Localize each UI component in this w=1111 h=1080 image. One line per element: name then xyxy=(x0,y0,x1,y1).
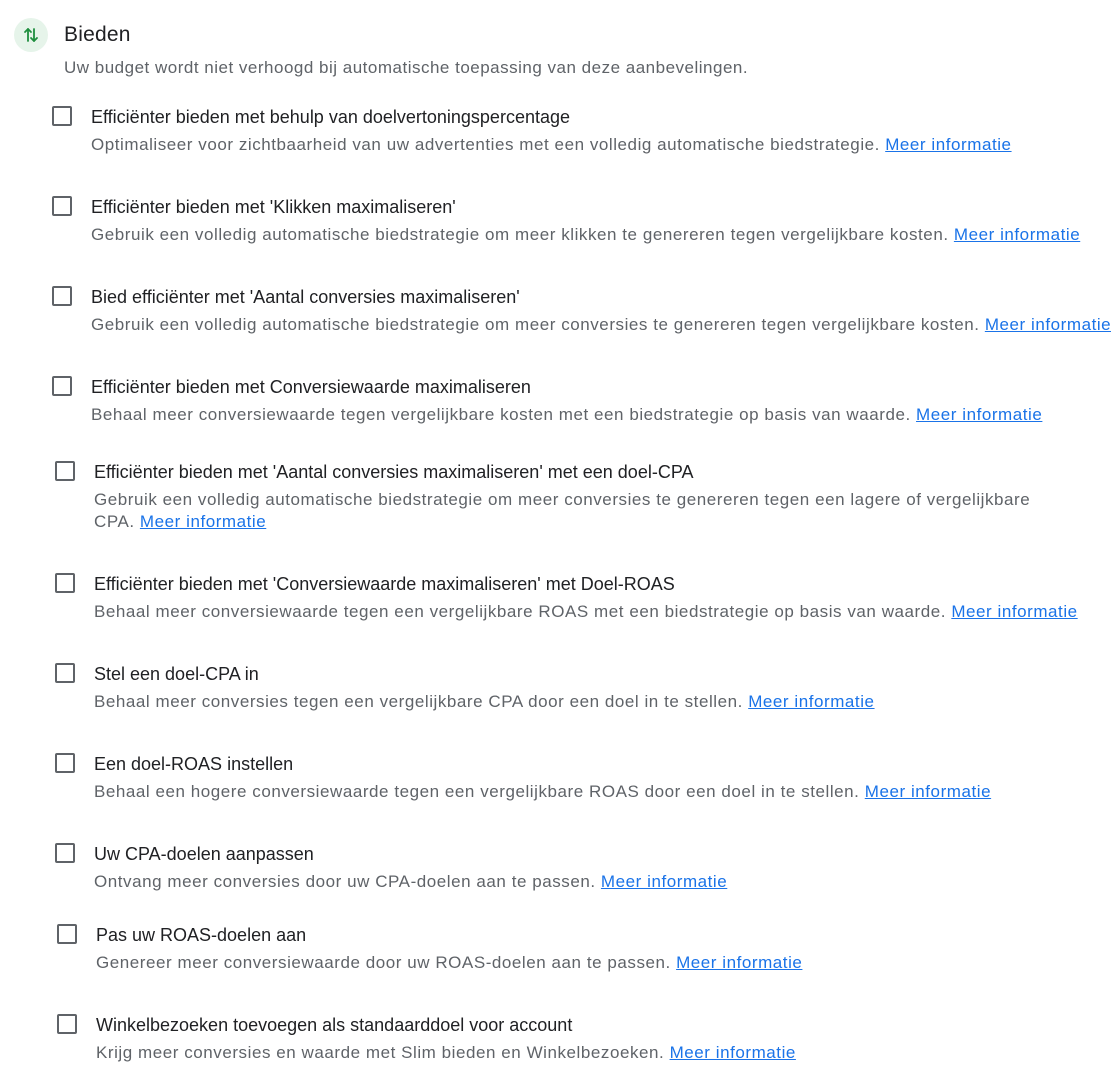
recommendation-description-text: Behaal meer conversiewaarde tegen vergelijkbare kosten met een biedstrategie op basis van waarde. xyxy=(91,405,911,424)
recommendation-description xyxy=(91,314,1111,336)
section-subtitle: Uw budget wordt niet verhoogd bij automatische toepassing van deze aanbevelingen. xyxy=(64,58,749,77)
learn-more-link[interactable]: Meer informatie xyxy=(139,512,267,531)
recommendation-item xyxy=(52,106,1063,156)
recommendation-description-text: Gebruik een volledig automatische biedstrategie om meer conversies te genereren tegen een lagere of vergelijkbare CPA. xyxy=(94,490,1031,531)
learn-more-link[interactable]: Meer informatie xyxy=(885,135,1012,154)
recommendation-title: Efficiënter bieden met 'Klikken maximaliseren' xyxy=(91,197,456,217)
recommendation-checkbox[interactable] xyxy=(55,753,75,773)
learn-more-link[interactable]: Meer informatie xyxy=(984,315,1111,334)
recommendation-checkbox[interactable] xyxy=(57,924,77,944)
recommendation-title: Pas uw ROAS-doelen aan xyxy=(96,925,307,945)
recommendation-description-text: Gebruik een volledig automatische biedstrategie om meer klikken te genereren tegen vergelijkbare kosten. xyxy=(91,225,949,244)
recommendation-description xyxy=(96,1042,796,1064)
recommendation-checkbox[interactable] xyxy=(52,196,72,216)
recommendation-description-text: Optimaliseer voor zichtbaarheid van uw advertenties met een volledig automatische biedstrategie. xyxy=(91,135,880,154)
recommendation-description-text: Krijg meer conversies en waarde met Slim bieden en Winkelbezoeken. xyxy=(96,1043,665,1062)
recommendation-checkbox[interactable] xyxy=(52,286,72,306)
recommendation-item xyxy=(55,843,1063,893)
learn-more-link[interactable]: Meer informatie xyxy=(669,1043,796,1062)
recommendation-checkbox[interactable] xyxy=(52,106,72,126)
recommendation-description-text: Behaal meer conversiewaarde tegen een vergelijkbare ROAS met een biedstrategie op basis van waarde. xyxy=(94,602,947,621)
recommendation-description-text: Gebruik een volledig automatische biedstrategie om meer conversies te genereren tegen vergelijkbare kosten. xyxy=(91,315,980,334)
recommendation-item xyxy=(55,461,1063,533)
recommendation-description-text: Behaal meer conversies tegen een vergelijkbare CPA door een doel in te stellen. xyxy=(94,692,743,711)
recommendation-description-text: Ontvang meer conversies door uw CPA-doelen aan te passen. xyxy=(94,872,596,891)
recommendation-title: Bied efficiënter met 'Aantal conversies maximaliseren' xyxy=(91,287,520,307)
recommendation-checkbox[interactable] xyxy=(55,573,75,593)
recommendation-item xyxy=(57,924,1063,974)
recommendation-item xyxy=(55,663,1063,713)
learn-more-link[interactable]: Meer informatie xyxy=(748,692,875,711)
recommendation-description xyxy=(94,489,1063,533)
recommendation-item xyxy=(52,196,1081,246)
recommendation-title: Uw CPA-doelen aanpassen xyxy=(94,844,314,864)
recommendation-item xyxy=(55,573,1078,623)
learn-more-link[interactable]: Meer informatie xyxy=(916,405,1043,424)
recommendation-description-text: Genereer meer conversiewaarde door uw ROAS-doelen aan te passen. xyxy=(96,953,671,972)
recommendation-title: Efficiënter bieden met behulp van doelvertoningspercentage xyxy=(91,107,570,127)
recommendation-item xyxy=(57,1014,1063,1064)
recommendation-checkbox[interactable] xyxy=(57,1014,77,1034)
recommendation-description xyxy=(91,404,1042,426)
recommendation-description xyxy=(91,134,1012,156)
recommendation-title: Efficiënter bieden met 'Aantal conversies maximaliseren' met een doel-CPA xyxy=(94,462,694,482)
recommendation-description xyxy=(94,781,991,803)
recommendation-description xyxy=(96,952,802,974)
recommendation-description-text: Behaal een hogere conversiewaarde tegen een vergelijkbare ROAS door een doel in te stellen. xyxy=(94,782,860,801)
recommendation-description xyxy=(94,871,727,893)
section-title: Bieden xyxy=(64,23,131,46)
recommendation-checkbox[interactable] xyxy=(55,461,75,481)
recommendation-item xyxy=(52,286,1111,336)
recommendation-description xyxy=(94,601,1078,623)
recommendation-item xyxy=(52,376,1063,426)
learn-more-link[interactable]: Meer informatie xyxy=(953,225,1081,244)
recommendation-title: Een doel-ROAS instellen xyxy=(94,754,294,774)
learn-more-link[interactable]: Meer informatie xyxy=(600,872,728,891)
recommendation-title: Winkelbezoeken toevoegen als standaarddoel voor account xyxy=(96,1015,573,1035)
recommendation-checkbox[interactable] xyxy=(55,843,75,863)
recommendation-title: Stel een doel-CPA in xyxy=(94,664,259,684)
swap-vert-arrows-icon xyxy=(14,18,48,52)
recommendation-title: Efficiënter bieden met Conversiewaarde maximaliseren xyxy=(91,377,531,397)
section-header xyxy=(14,18,131,52)
recommendation-description xyxy=(94,691,875,713)
learn-more-link[interactable]: Meer informatie xyxy=(864,782,992,801)
recommendation-description xyxy=(91,224,1080,246)
recommendation-item xyxy=(55,753,1063,803)
recommendation-checkbox[interactable] xyxy=(52,376,72,396)
learn-more-link[interactable]: Meer informatie xyxy=(676,953,803,972)
learn-more-link[interactable]: Meer informatie xyxy=(951,602,1078,621)
recommendation-checkbox[interactable] xyxy=(55,663,75,683)
recommendation-title: Efficiënter bieden met 'Conversiewaarde maximaliseren' met Doel-ROAS xyxy=(94,574,675,594)
